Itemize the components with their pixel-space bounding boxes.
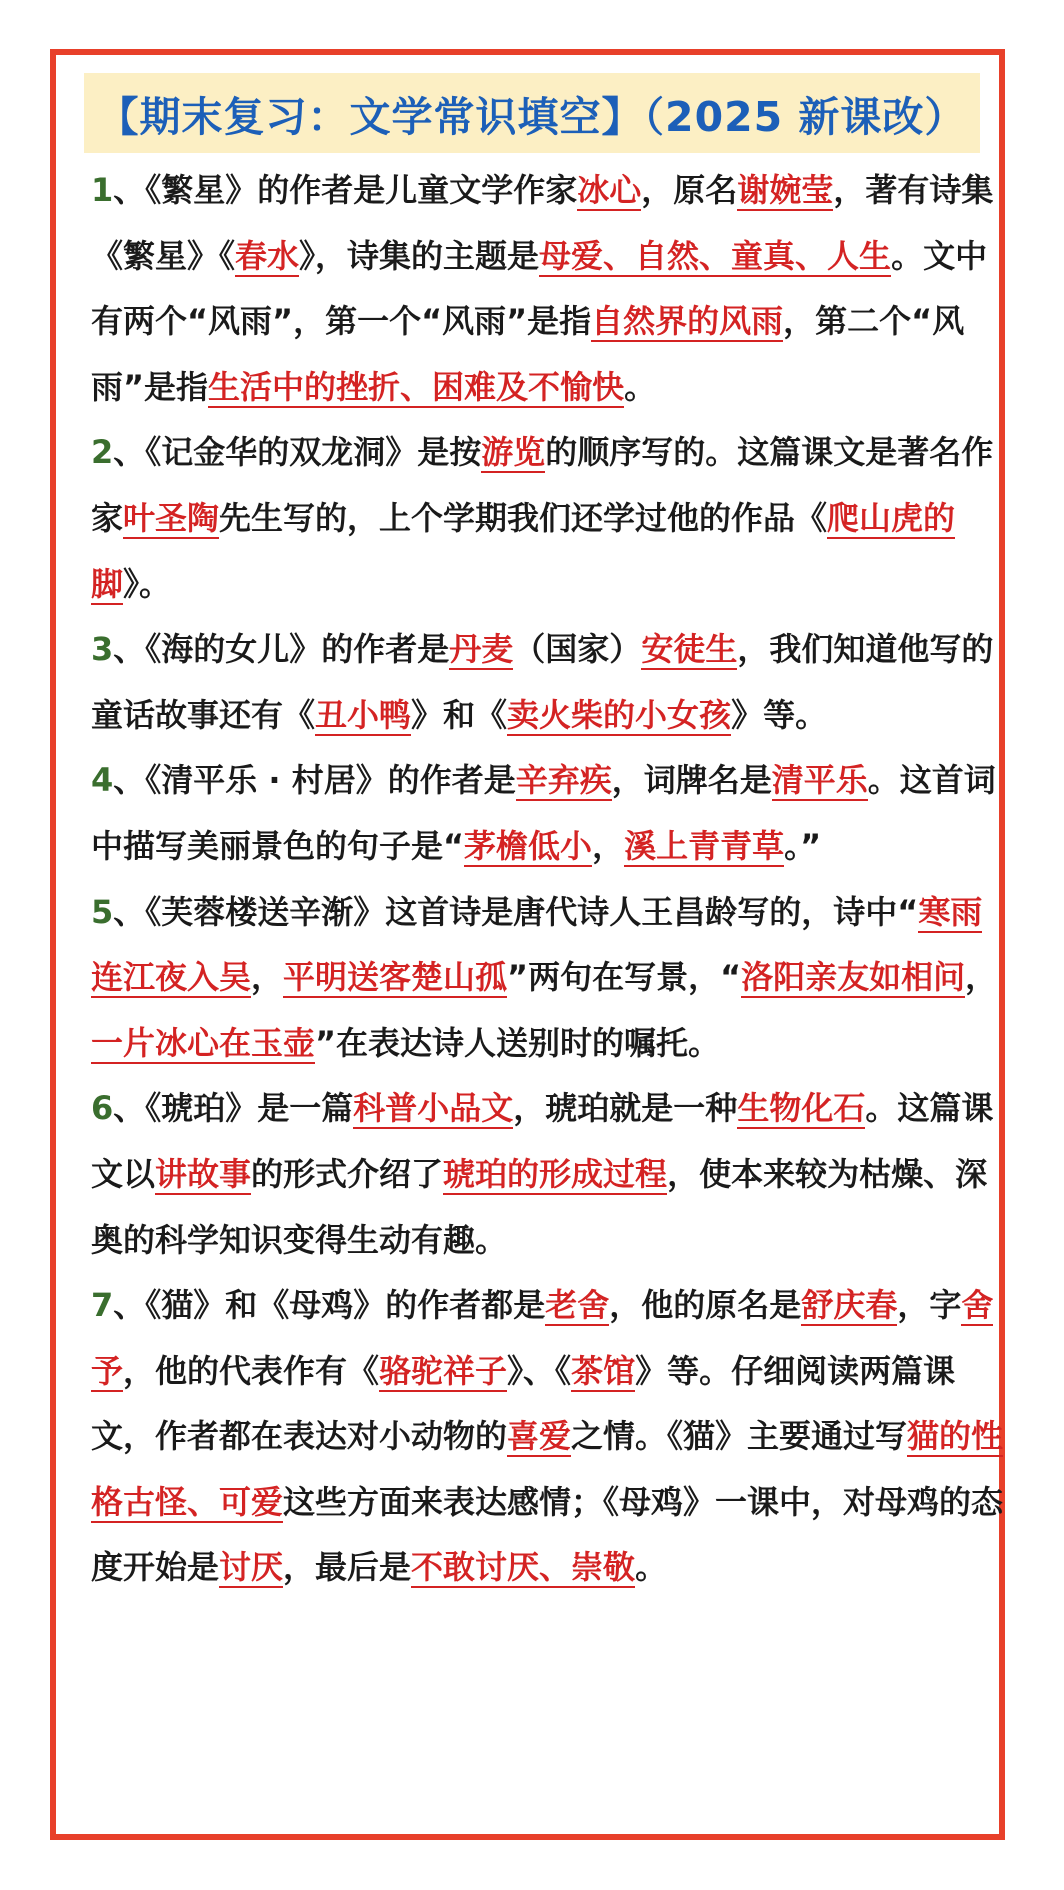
question-text: 》等。: [731, 695, 828, 734]
question-text: ”两句在写景，“: [507, 958, 742, 997]
question-item-1: [91, 158, 1011, 420]
answer-blank: 溪上青青草: [624, 826, 785, 865]
question-text: ，字: [897, 1286, 962, 1325]
question-text: ，他的原名是: [609, 1286, 802, 1325]
question-text: ，琥珀就是一种: [513, 1089, 738, 1128]
question-text: ，: [251, 958, 284, 997]
question-text: ，我们知道他写的童话故事还有《: [91, 630, 994, 734]
answer-blank: 舒庆春: [801, 1286, 898, 1325]
question-text: 。文中有两个“风雨”，第一个“风雨”是指: [91, 236, 988, 341]
question-text: 之情。《猫》主要通过写: [571, 1417, 908, 1456]
question-item-4: [91, 748, 1011, 879]
question-text: 先生写的，上个学期我们还学过他的作品《: [219, 498, 828, 537]
answer-blank: 讨厌: [219, 1548, 284, 1587]
question-text: 、《繁星》的作者是儿童文学作家: [113, 171, 578, 209]
question-text: ，著有诗集《繁星》《: [91, 171, 994, 275]
question-text: ”在表达诗人送别时的嘱托。: [315, 1023, 721, 1062]
answer-blank: 游览: [481, 433, 546, 472]
answer-blank: 丹麦: [449, 630, 514, 669]
question-item-7: [91, 1273, 1011, 1601]
question-text: 》和《: [411, 695, 508, 734]
answer-blank: 叶圣陶: [123, 498, 220, 537]
question-text: ，词牌名是: [611, 761, 772, 800]
answer-blank: 生活中的挫折、困难及不愉快: [208, 367, 625, 406]
question-item-5: [91, 880, 1011, 1077]
answer-blank: 生物化石: [737, 1089, 866, 1128]
answer-blank: 寒雨连江夜入吴: [91, 892, 983, 997]
question-text: 》等。仔细阅读两篇课文，作者都在表达对小动物的: [91, 1351, 956, 1456]
answer-blank: 辛弃疾: [515, 761, 612, 800]
question-text: 》。: [123, 564, 172, 603]
question-number: 2: [91, 433, 114, 472]
question-text: （国家）: [513, 630, 642, 669]
answer-blank: 老舍: [545, 1286, 610, 1325]
question-text: 。: [635, 1548, 668, 1587]
answer-blank: 舍予: [91, 1286, 994, 1390]
question-text: 。这篇课文以: [91, 1089, 994, 1193]
question-number: 7: [91, 1286, 114, 1325]
answer-blank: 冰心: [577, 171, 642, 209]
question-text: ，第二个“风雨”是指: [91, 302, 965, 406]
answer-blank: 丑小鸭: [315, 695, 412, 734]
question-item-6: [91, 1076, 1011, 1273]
answer-blank: 琥珀的形成过程: [443, 1154, 668, 1193]
question-text: 、《记金华的双龙洞》是按: [113, 433, 482, 472]
question-text: ，: [592, 826, 625, 865]
question-text: ，原名: [641, 171, 738, 209]
question-text: 。这首词中描写美丽景色的句子是“: [91, 761, 996, 865]
question-text: 这些方面来表达感情；《母鸡》一课中，对母鸡的态度开始是: [91, 1482, 1004, 1587]
question-text: 》、《: [507, 1351, 572, 1390]
question-text: 》，诗集的主题是: [299, 236, 540, 275]
question-text: 。”: [784, 826, 822, 865]
answer-blank: 母爱、自然、童真、人生: [539, 236, 892, 275]
answer-blank: 不敢讨厌、崇敬: [411, 1548, 636, 1587]
answer-blank: 骆驼祥子: [379, 1351, 508, 1390]
question-text: 、《芙蓉楼送辛渐》这首诗是唐代诗人王昌龄写的，诗中“: [113, 892, 919, 931]
question-text: 的顺序写的。这篇课文是著名作家: [91, 433, 994, 537]
question-text: ，使本来较为枯燥、深奥的科学知识变得生动有趣。: [91, 1154, 988, 1259]
answer-blank: 茶馆: [571, 1351, 636, 1390]
answer-blank: 爬山虎的脚: [91, 498, 956, 603]
question-number: 3: [91, 630, 114, 669]
content-body: [91, 158, 1011, 1601]
title-banner: [84, 73, 980, 153]
question-number: 5: [91, 892, 114, 931]
question-text: 、《海的女儿》的作者是: [113, 630, 450, 669]
answer-blank: 一片冰心在玉壶: [91, 1023, 316, 1062]
question-number: 1: [91, 171, 114, 209]
answer-blank: 猫的性格古怪、可爱: [91, 1417, 1004, 1521]
answer-blank: 自然界的风雨: [591, 302, 784, 341]
answer-blank: 洛阳亲友如相问: [741, 958, 966, 997]
question-text: 、《猫》和《母鸡》的作者都是: [113, 1286, 546, 1325]
question-text: 、《清平乐 · 村居》的作者是: [113, 761, 516, 800]
question-text: ，: [965, 958, 998, 997]
question-text: 。: [624, 367, 657, 406]
answer-blank: 茅檐低小: [464, 826, 593, 865]
page-title: 【期末复习：文学常识填空】（2025 新课改）: [97, 92, 967, 141]
answer-blank: 安徒生: [641, 630, 738, 669]
answer-blank: 谢婉莹: [737, 171, 834, 209]
answer-blank: 平明送客楚山孤: [283, 958, 508, 997]
question-number: 6: [91, 1089, 114, 1128]
answer-blank: 卖火柴的小女孩: [507, 695, 732, 734]
question-text: 的形式介绍了: [251, 1154, 444, 1193]
question-number: 4: [91, 761, 114, 800]
question-text: ，最后是: [283, 1548, 412, 1587]
question-item-2: [91, 420, 1011, 617]
question-text: 、《琥珀》是一篇: [113, 1089, 354, 1128]
answer-blank: 喜爱: [507, 1417, 572, 1456]
answer-blank: 春水: [235, 236, 300, 275]
answer-blank: 讲故事: [155, 1154, 252, 1193]
question-text: ，他的代表作有《: [123, 1351, 380, 1390]
answer-blank: 科普小品文: [353, 1089, 514, 1128]
answer-blank: 清平乐: [771, 761, 868, 800]
question-item-3: [91, 617, 1011, 748]
